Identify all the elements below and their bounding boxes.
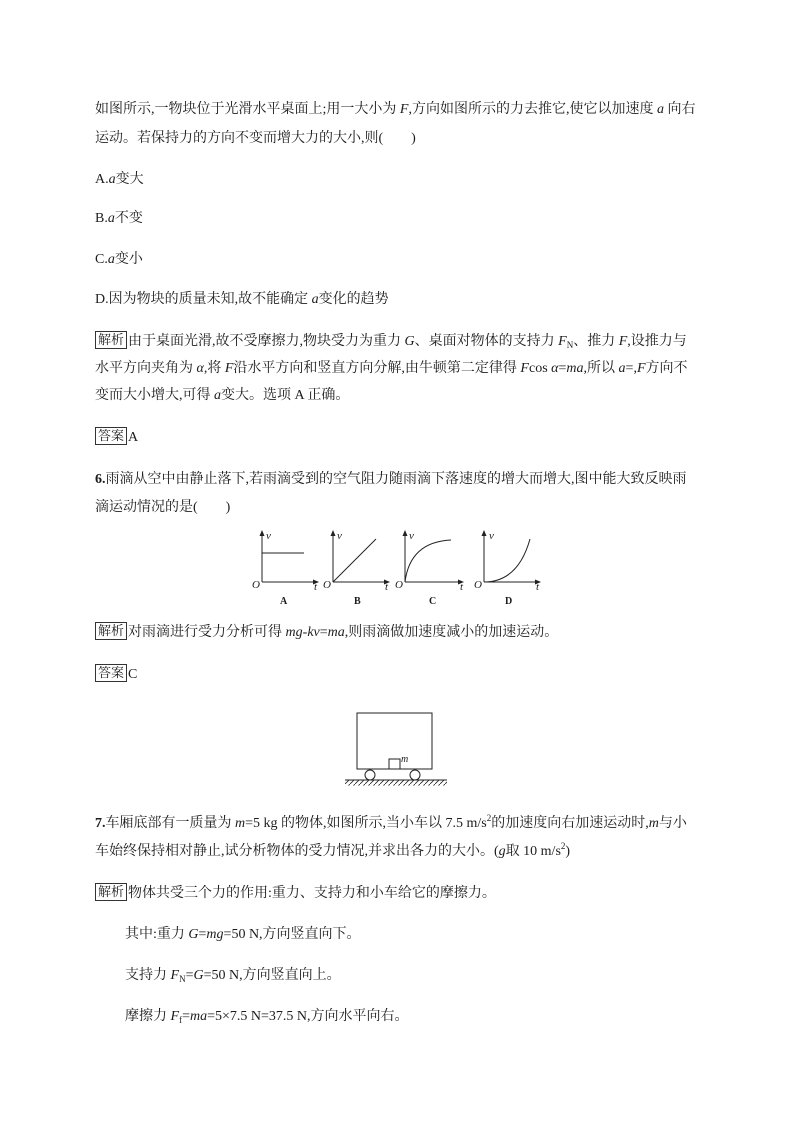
variable: m — [648, 816, 659, 831]
text-run: 不变 — [114, 211, 143, 226]
vt-graphs-figure — [240, 524, 550, 612]
text-run: 如图所示,一物块位于光滑水平桌面上;用一大小为 — [95, 102, 400, 117]
q6-answer-line — [95, 664, 137, 685]
q7-stem-line-1 — [95, 814, 687, 834]
t-axis-label: t — [460, 581, 464, 593]
analysis-tag: 解析 — [95, 331, 127, 349]
variable: a — [618, 361, 626, 376]
variable: F — [636, 361, 646, 376]
q6-stem-line-1 — [95, 470, 687, 490]
graph-d — [474, 530, 540, 607]
origin-label: O — [395, 579, 403, 591]
text-run: ,方向如图所示的力去推它,使它以加速度 — [408, 102, 657, 117]
variable: α — [196, 361, 204, 376]
text-run: 摩擦力 — [125, 1009, 171, 1024]
origin-label: O — [474, 579, 482, 591]
variable: ma — [189, 1009, 208, 1024]
graph-a — [252, 530, 318, 607]
q7-analysis-friction — [125, 1007, 409, 1027]
t-axis-label: t — [314, 581, 318, 593]
v-axis-label: v — [409, 530, 414, 542]
variable: m — [235, 816, 246, 831]
q5-option-d — [95, 290, 389, 310]
text-run: = — [319, 625, 328, 640]
text-run: = — [182, 1009, 190, 1024]
q5-answer-line — [95, 427, 138, 448]
text-run: 沿水平方向和竖直方向分解,由牛顿第二定律得 — [233, 361, 521, 376]
text-run: 其中:重力 — [125, 927, 189, 942]
ground-hatching — [345, 781, 447, 786]
variable: mg — [285, 625, 303, 640]
variable: F — [618, 334, 628, 349]
text-run: 变大。选项 A 正确。 — [221, 388, 350, 403]
graph-option-label: A — [280, 596, 288, 607]
subscript: N — [566, 340, 574, 350]
text-run: C. — [95, 252, 108, 267]
analysis-tag: 解析 — [95, 883, 127, 901]
graph-curve — [405, 540, 451, 582]
variable: a — [107, 211, 115, 226]
text-run: ) — [565, 844, 571, 859]
graph-option-label: C — [429, 596, 437, 607]
graph-curve — [333, 539, 376, 582]
text-run: D.因为物块的质量未知,故不能确定 — [95, 292, 312, 307]
q7-analysis-text — [128, 886, 496, 901]
variable: α — [551, 361, 559, 376]
text-run: 运动。若保持力的方向不变而增大力的大小,则( ) — [95, 131, 416, 146]
variable: kv — [307, 625, 320, 640]
origin-label: O — [323, 579, 331, 591]
answer-tag: 答案 — [95, 427, 127, 445]
q5-analysis-text — [128, 334, 687, 349]
text-run: 雨滴从空中由静止落下,若雨滴受到的空气阻力随雨滴下落速度的增大而增大,图中能大致反映雨 — [105, 472, 687, 487]
cart-figure — [340, 704, 452, 788]
variable: g — [498, 844, 506, 859]
q7-number: 7. — [95, 816, 106, 831]
subscript: f — [179, 1015, 183, 1025]
origin-label: O — [252, 579, 260, 591]
text-run: =, — [625, 361, 637, 376]
text-run: 变而大小增大,可得 — [95, 388, 214, 403]
graph-b — [323, 530, 389, 607]
q5-analysis-line-1 — [95, 331, 687, 352]
text-run: =50 N,方向竖直向上。 — [203, 968, 341, 983]
q5-stem-line-2 — [95, 129, 416, 149]
text-run: 车始终保持相对静止,试分析物体的受力情况,并求出各力的大小。( — [95, 844, 499, 859]
text-run: 、推力 — [573, 334, 619, 349]
q7-stem-line-2 — [95, 842, 570, 862]
q5-answer-value: A — [128, 430, 139, 445]
q5-option-b — [95, 209, 143, 229]
q7-analysis-line-1 — [95, 883, 496, 904]
q6-stem-text — [106, 472, 687, 487]
variable: mg — [206, 927, 224, 942]
variable: a — [108, 172, 116, 187]
variable: F — [558, 334, 567, 349]
q5-option-a — [95, 170, 144, 190]
variable: G — [193, 968, 204, 983]
analysis-tag: 解析 — [95, 622, 127, 640]
text-run: 取 10 m/s — [505, 844, 561, 859]
q7-analysis-gravity — [125, 925, 361, 945]
text-run: =50 N,方向竖直向下。 — [223, 927, 361, 942]
variable: a — [656, 102, 664, 117]
variable: G — [188, 927, 199, 942]
text-run: 与小 — [658, 816, 687, 831]
t-axis-label: t — [385, 581, 389, 593]
text-run: = — [558, 361, 567, 376]
q6-analysis-text — [128, 625, 558, 640]
block — [389, 759, 400, 769]
text-run: = — [185, 968, 194, 983]
text-run: ,则雨滴做加速度减小的加速运动。 — [344, 625, 559, 640]
subscript: N — [179, 974, 186, 984]
text-run: 变化的趋势 — [318, 292, 389, 307]
text-run: 向右 — [663, 102, 696, 117]
text-run: 物体共受三个力的作用:重力、支持力和小车给它的摩擦力。 — [128, 886, 496, 901]
graph-option-label: B — [354, 596, 361, 607]
q5-stem-line-1 — [95, 100, 695, 120]
answer-tag: 答案 — [95, 664, 127, 682]
variable: F — [170, 968, 180, 983]
text-run: cos — [528, 361, 552, 376]
cart-wheel-left — [365, 770, 375, 780]
q6-stem-line-2 — [95, 498, 230, 518]
text-run: 、桌面对物体的支持力 — [414, 334, 559, 349]
text-run: 水平方向夹角为 — [95, 361, 197, 376]
text-run: 方向不 — [645, 361, 688, 376]
q6-number: 6. — [95, 472, 106, 487]
text-run: 的加速度向右加速运动时, — [491, 816, 649, 831]
text-run: =5×7.5 N=37.5 N,方向水平向右。 — [207, 1009, 409, 1024]
text-run: 变大 — [115, 172, 144, 187]
text-run: 变小 — [114, 252, 143, 267]
q6-answer-value: C — [128, 667, 138, 682]
superscript: 2 — [486, 813, 492, 823]
q6-analysis-line-1 — [95, 622, 558, 643]
text-run: =5 kg 的物体,如图所示,当小车以 7.5 m/s — [245, 816, 487, 831]
block-mass-label: m — [401, 754, 409, 765]
graph-option-label: D — [505, 596, 513, 607]
variable: a — [311, 292, 319, 307]
text-run: ,将 — [203, 361, 225, 376]
q7-stem-text — [105, 813, 687, 831]
text-run: ,所以 — [583, 361, 619, 376]
variable: F — [170, 1009, 180, 1024]
text-run: 支持力 — [125, 968, 171, 983]
text-run: 滴运动情况的是( ) — [95, 500, 231, 515]
variable: a — [214, 388, 221, 403]
text-run: 车厢底部有一质量为 — [105, 816, 235, 831]
variable: F — [520, 361, 529, 376]
variable: ma — [327, 625, 345, 640]
t-axis-label: t — [536, 581, 540, 593]
cart-wheel-right — [410, 770, 420, 780]
variable: F — [399, 102, 409, 117]
graph-c — [395, 530, 464, 607]
q5-option-c — [95, 250, 143, 270]
variable: G — [404, 334, 415, 349]
text-run: A. — [95, 172, 109, 187]
text-run: - — [302, 625, 308, 640]
graph-curve — [484, 539, 530, 582]
v-axis-label: v — [337, 530, 342, 542]
variable: ma — [566, 361, 584, 376]
text-run: 对雨滴进行受力分析可得 — [128, 625, 286, 640]
text-run: B. — [95, 211, 108, 226]
variable: F — [224, 361, 234, 376]
text-run: ,设推力与 — [627, 334, 687, 349]
v-axis-label: v — [266, 530, 271, 542]
q5-analysis-line-3 — [95, 386, 349, 406]
text-run: = — [198, 927, 207, 942]
text-run: 由于桌面光滑,故不受摩擦力,物块受力为重力 — [128, 334, 405, 349]
variable: a — [107, 252, 115, 267]
superscript: 2 — [560, 841, 566, 851]
v-axis-label: v — [489, 530, 494, 542]
q7-analysis-normal-force — [125, 966, 341, 986]
q5-analysis-line-2 — [95, 359, 688, 379]
